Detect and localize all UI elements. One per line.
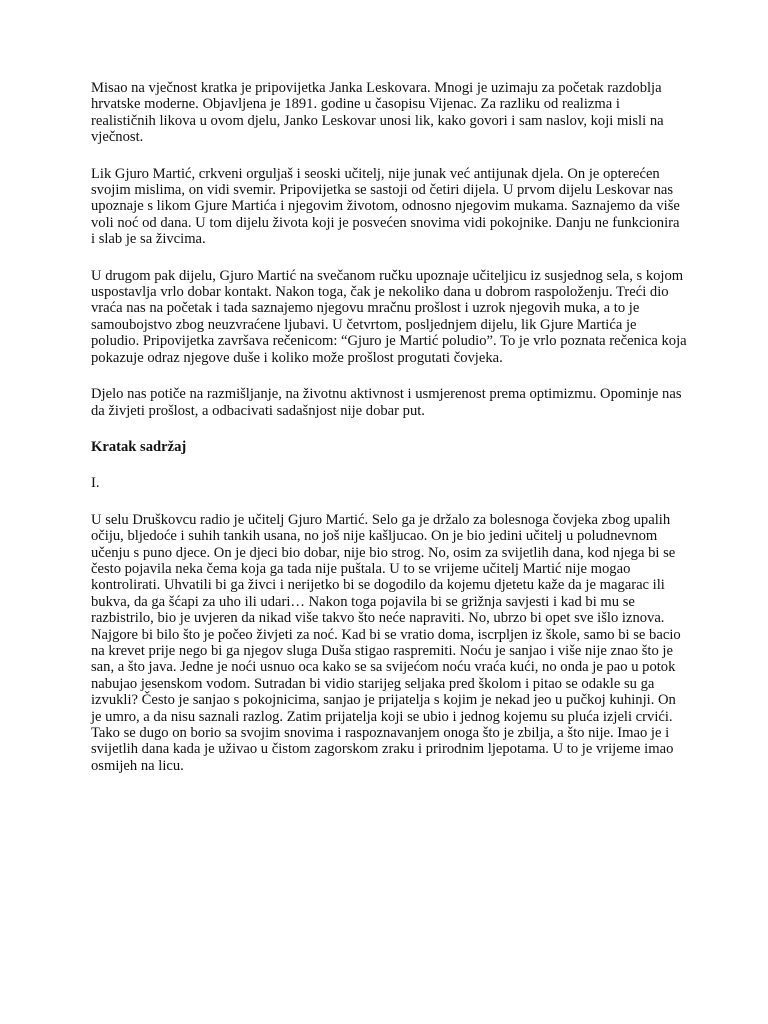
intro-paragraph-4: Djelo nas potiče na razmišljanje, na životnu aktivnost i usmjerenost prema optimizmu. Opominje nas da živjeti prošlost, a odbacivati sadašnjost nije dobar put.: [91, 386, 682, 419]
section-paragraph: U selu Druškovcu radio je učitelj Gjuro Martić. Selo ga je držalo za bolesnoga čovjeka zbog upalih očiju, bljedoće i suhih tankih usana, no još nije kašljucao. On je bio jedini učitelj u poludnevnom učenju s puno djece. On je djeci bio dobar, nije bio strog. No, osim za svijetlih dana, kod njega bi se često pojavila neka čema koja ga tada nije puštala. U to se vrijeme učitelj Martić nije mogao kontrolirati. Uhvatili bi ga živci i nerijetko bi se dogodilo da kojemu djetetu kaže da je magarac ili bukva, da ga šćapi za uho ili udari… Nakon toga pojavila bi se grižnja savjesti i kad bi mu se razbistrilo, bio je uvjeren da nikad više takvo što neće napraviti. No, ubrzo bi opet sve išlo iznova. Najgore bi bilo što je počeo živjeti za noć. Kad bi se vratio doma, iscrpljen iz škole, samo bi se bacio na krevet prije nego bi ga njegov sluga Duša stigao raspremiti. Noću je sanjao i više nije znao što je san, a što java. Jedne je noći usnuo oca kako se sa svijećom noću vraća kući, no onda je pao u potok nabujao jesenskom vodom. Sutradan bi vidio starijeg seljaka pred školom i pitao se odakle su ga izvukli? Često je sanjao s pokojnicima, sanjao je prijatelja s kojim je nekad jeo u pučkoj kuhinji. On je umro, a da nisu saznali razlog. Zatim prijatelja koji se ubio i jednog kojemu su pluća izjeli crvići. Tako se dugo on borio sa svojim snovima i raspoznavanjem onoga što je zbilja, a što nije. Imao je i svijetlih dana kada je uživao u čistom zagorskom zraku i prirodnim ljepotama. U to je vrijeme imao osmijeh na licu.: [91, 511, 681, 774]
intro-paragraph-3: U drugom pak dijelu, Gjuro Martić na svečanom ručku upoznaje učiteljicu iz susjednog sela, s kojom uspostavlja vrlo dobar kontakt. Nakon toga, čak je nekoliko dana u dobrom raspoloženju. Treći dio vraća nas na početak i tada saznajemo njegovu mračnu prošlost i uzrok njegovih muka, a to je samoubojstvo zbog neuzvraćene ljubavi. U četvrtom, posljednjem dijelu, lik Gjure Martića je poludio. Pripovijetka završava rečenicom: “Gjuro je Martić poludio”. To je vrlo poznata rečenica koja pokazuje odraz njegove duše i koliko može prošlost progutati čovjeka.: [91, 267, 687, 366]
section-number: I.: [91, 475, 100, 492]
document-page: [91, 80, 687, 794]
intro-paragraph-2: Lik Gjuro Martić, crkveni orguljaš i seoski učitelj, nije junak već antijunak djela. On je opterećen svojim mislima, on vidi svemir. Pripovijetka se sastoji od četiri dijela. U prvom dijelu Leskovar nas upoznaje s likom Gjure Martića i njegovim životom, odnosno njegovim mukama. Saznajemo da više voli noć od dana. U tom dijelu života koji je posvećen snovima vidi pokojnike. Danju ne funkcionira i slab je sa živcima.: [91, 165, 680, 248]
section-heading: Kratak sadržaj: [91, 438, 187, 455]
intro-paragraph-1: Misao na vječnost kratka je pripovijetka Janka Leskovara. Mnogi je uzimaju za početak razdoblja hrvatske moderne. Objavljena je 1891. godine u časopisu Vijenac. Za razliku od realizma i realističnih likova u ovom djelu, Janko Leskovar unosi lik, kako govori i sam naslov, koji misli na vječnost.: [91, 80, 664, 146]
